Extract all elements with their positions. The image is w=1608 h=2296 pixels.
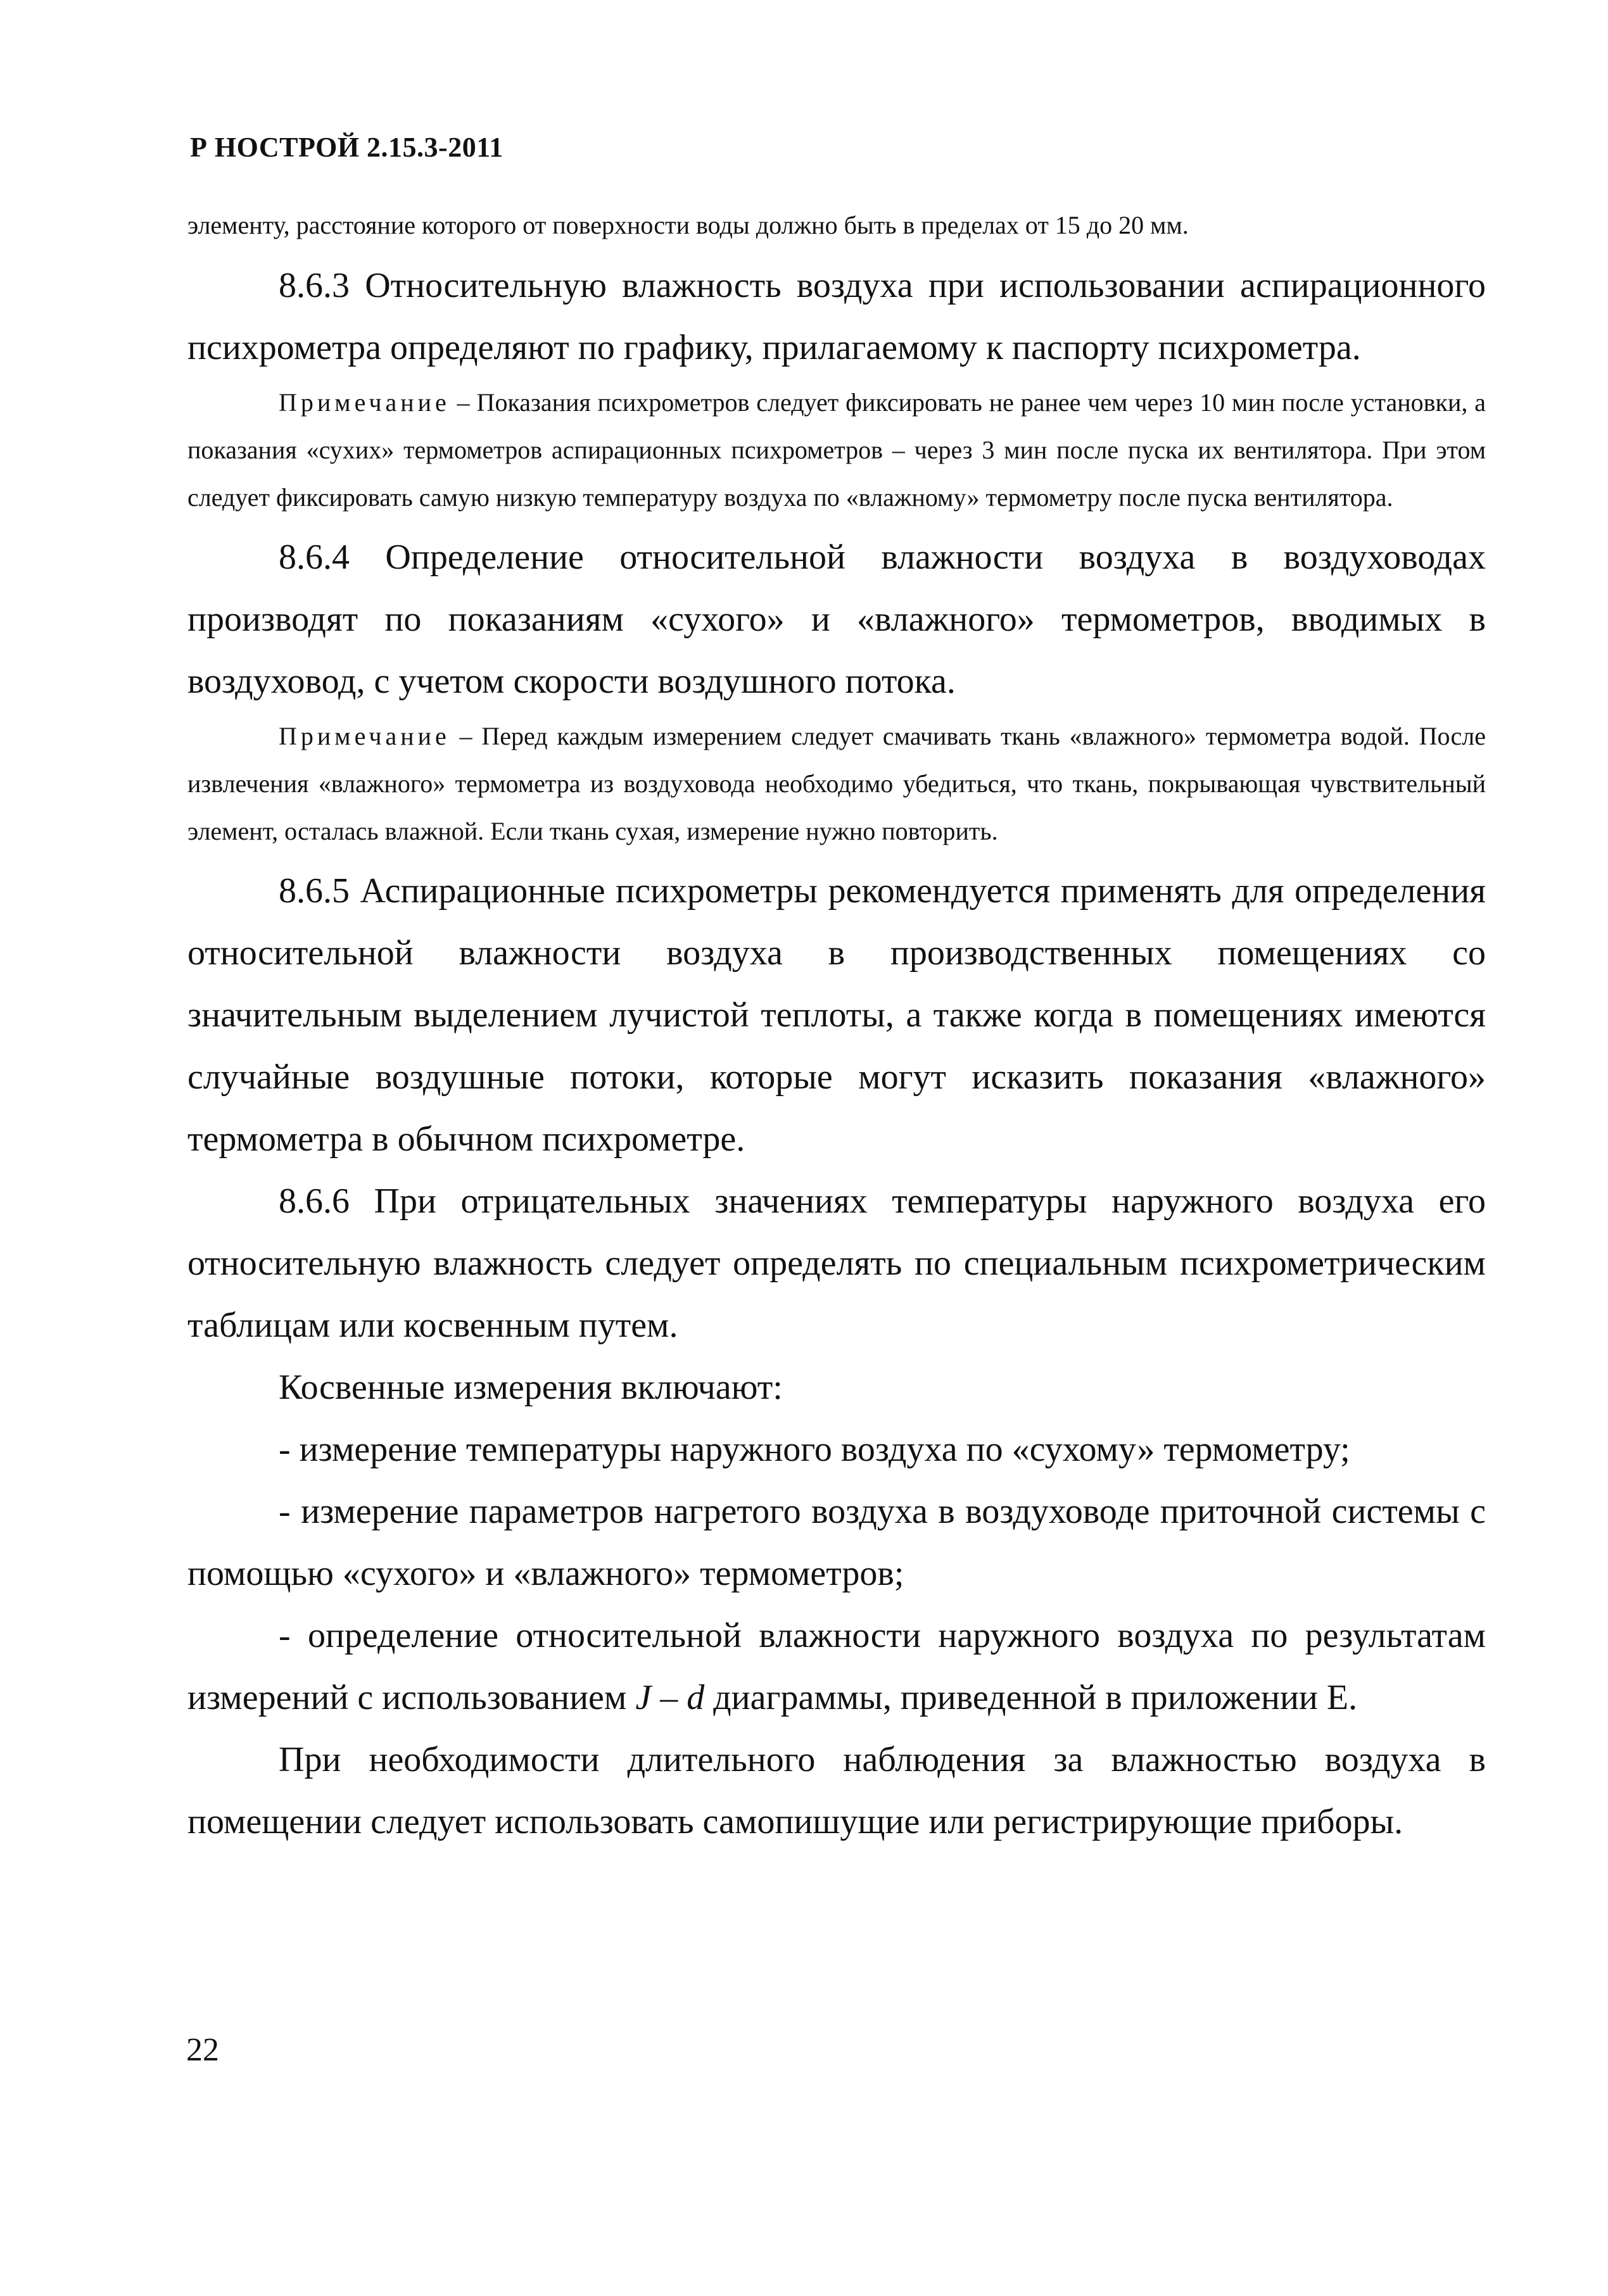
paragraph-8-6-3: 8.6.3 Относительную влажность воздуха при использовании аспирационного психрометра определяют по графику, прилагаемому к паспорту психрометра. [187, 266, 1486, 367]
list-item-3-d: d [687, 1678, 705, 1717]
list-item-3-pre: - определение относительной влажности наружного воздуха по результатам измерений с использованием [187, 1616, 1486, 1717]
list-item-3-j: J [635, 1678, 652, 1717]
paragraph-8-6-6: 8.6.6 При отрицательных значениях температуры наружного воздуха его относительную влажность следует определять по специальным психрометрическим таблицам или косвенным путем. [187, 1182, 1486, 1345]
note-2 [187, 712, 1486, 855]
closing-paragraph: При необходимости длительного наблюдения за влажностью воздуха в помещении следует использовать самопишущие или регистрирующие приборы. [187, 1740, 1486, 1841]
note-2-text: – Перед каждым измерением следует смачивать ткань «влажного» термометра водой. После извлечения «влажного» термометра из воздуховода необходимо убедиться, что ткань, покрывающая чувствительный элемент, осталась влажной. Если ткань сухая, измерение нужно повторить. [187, 722, 1486, 845]
note-1-label: Примечание [279, 388, 450, 417]
list-item-1: - измерение температуры наружного воздуха по «сухому» термометру; [279, 1430, 1350, 1469]
paragraph-8-6-5: 8.6.5 Аспирационные психрометры рекомендуется применять для определения относительной влажности воздуха в производственных помещениях со значительным выделением лучистой теплоты, а также когда в помещениях имеются случайные воздушные потоки, которые могут исказить показания «влажного» термометра в обычном психрометре. [187, 871, 1486, 1159]
list-item-2: - измерение параметров нагретого воздуха в воздуховоде приточной системы с помощью «сухого» и «влажного» термометров; [187, 1492, 1486, 1593]
document-body [187, 201, 1486, 1853]
list-item-3-post: диаграммы, приведенной в приложении Е. [704, 1678, 1358, 1717]
note-2-label: Примечание [279, 722, 450, 750]
page-number: 22 [186, 2032, 219, 2068]
paragraph-8-6-4: 8.6.4 Определение относительной влажности воздуха в воздуховодах производят по показаниям «сухого» и «влажного» термометров, вводимых в воздуховод, с учетом скорости воздушного потока. [187, 538, 1486, 701]
document-code-header: Р НОСТРОЙ 2.15.3-2011 [190, 132, 503, 163]
list-item-3-dash: – [651, 1678, 687, 1717]
indirect-measurements-intro: Косвенные измерения включают: [279, 1368, 783, 1407]
note-1 [187, 379, 1486, 521]
list-item-3 [187, 1605, 1486, 1729]
continuation-text: элементу, расстояние которого от поверхности воды должно быть в пределах от 15 до 20 мм. [187, 211, 1189, 239]
note-1-text: – Показания психрометров следует фиксировать не ранее чем через 10 мин после установки, а показания «сухих» термометров аспирационных психрометров – через 3 мин после пуска их вентилятора. При этом следует фиксировать самую низкую температуру воздуха по «влажному» термометру после пуска вентилятора. [187, 388, 1486, 512]
